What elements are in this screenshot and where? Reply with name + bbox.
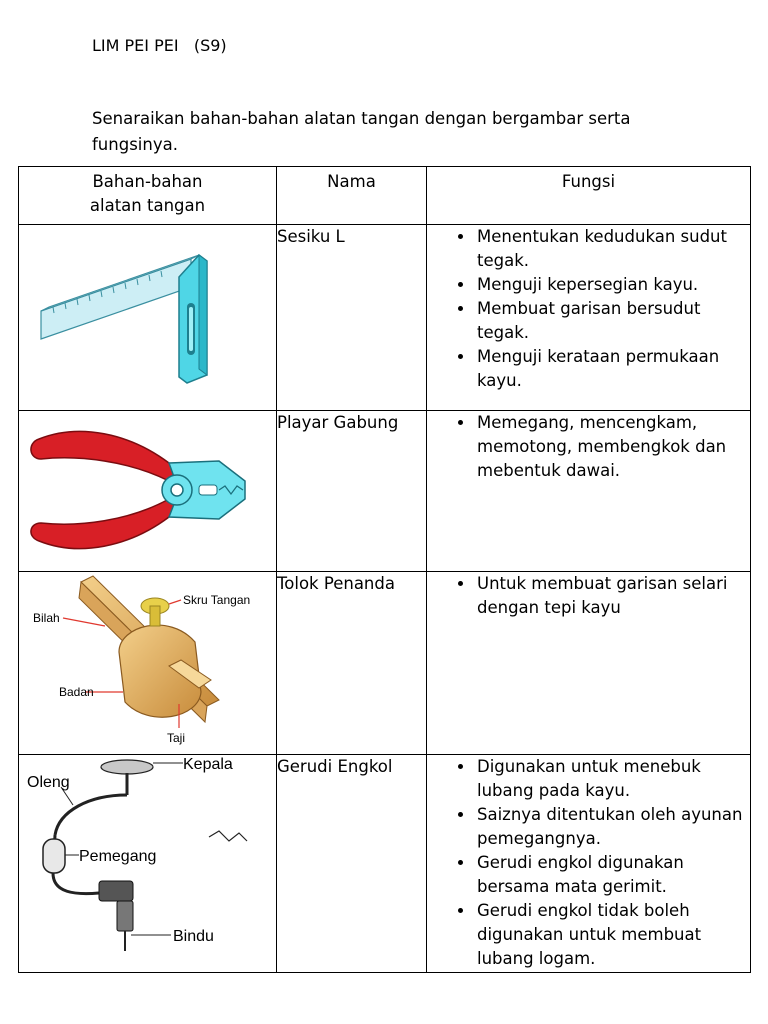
function-item: • Untuk membuat garisan selari dengan tepi kayu <box>475 572 750 620</box>
function-list <box>427 572 750 620</box>
table-row <box>19 225 751 411</box>
part-label: Pemegang <box>79 848 157 865</box>
function-item: • Gerudi engkol digunakan bersama mata gerimit. <box>475 851 750 899</box>
column-header-name: Nama <box>277 167 427 225</box>
function-list <box>427 225 750 393</box>
function-item: • Digunakan untuk menebuk lubang pada kayu. <box>475 755 750 803</box>
function-item: • Menguji kerataan permukaan kayu. <box>475 345 750 393</box>
function-item: • Membuat garisan bersudut tegak. <box>475 297 750 345</box>
tool-name: Gerudi Engkol <box>277 755 427 973</box>
function-item: • Menentukan kedudukan sudut tegak. <box>475 225 750 273</box>
function-item: • Gerudi engkol tidak boleh digunakan untuk membuat lubang logam. <box>475 899 750 971</box>
image-cell <box>19 572 277 755</box>
image-cell <box>19 755 277 973</box>
image-cell <box>19 411 277 572</box>
function-cell <box>427 411 751 572</box>
author-name: LIM PEI PEI (S9) <box>92 36 227 55</box>
table-row <box>19 411 751 572</box>
tool-name: Playar Gabung <box>277 411 427 572</box>
function-list <box>427 411 750 483</box>
function-item: • Menguji kepersegian kayu. <box>475 273 750 297</box>
marking-gauge-icon <box>19 572 275 753</box>
table-header-row <box>19 167 751 225</box>
instruction-text: Senaraikan bahan-bahan alatan tangan dengan bergambar serta fungsinya. <box>92 109 631 154</box>
function-cell <box>427 755 751 973</box>
function-item: • Saiznya ditentukan oleh ayunan pemegangnya. <box>475 803 750 851</box>
table-row <box>19 755 751 973</box>
tools-table <box>18 166 751 973</box>
part-label: Oleng <box>27 774 70 791</box>
function-cell <box>427 225 751 411</box>
tool-name: Tolok Penanda <box>277 572 427 755</box>
function-cell <box>427 572 751 755</box>
part-label: Badan <box>59 685 94 699</box>
part-label: Skru Tangan <box>183 593 251 607</box>
tool-name: Sesiku L <box>277 225 427 411</box>
combination-pliers-icon <box>19 411 275 570</box>
column-header-function: Fungsi <box>427 167 751 225</box>
image-cell <box>19 225 277 411</box>
column-header-materials: Bahan-bahan alatan tangan <box>19 167 277 225</box>
part-label: Kepala <box>183 756 233 773</box>
part-label: Bilah <box>33 611 60 625</box>
function-list <box>427 755 750 971</box>
part-label: Bindu <box>173 928 214 945</box>
brace-drill-icon <box>19 755 275 971</box>
part-label: Taji <box>167 731 186 745</box>
table-row <box>19 572 751 755</box>
try-square-icon <box>19 225 275 409</box>
function-item: • Memegang, mencengkam, memotong, membengkok dan mebentuk dawai. <box>475 411 750 483</box>
